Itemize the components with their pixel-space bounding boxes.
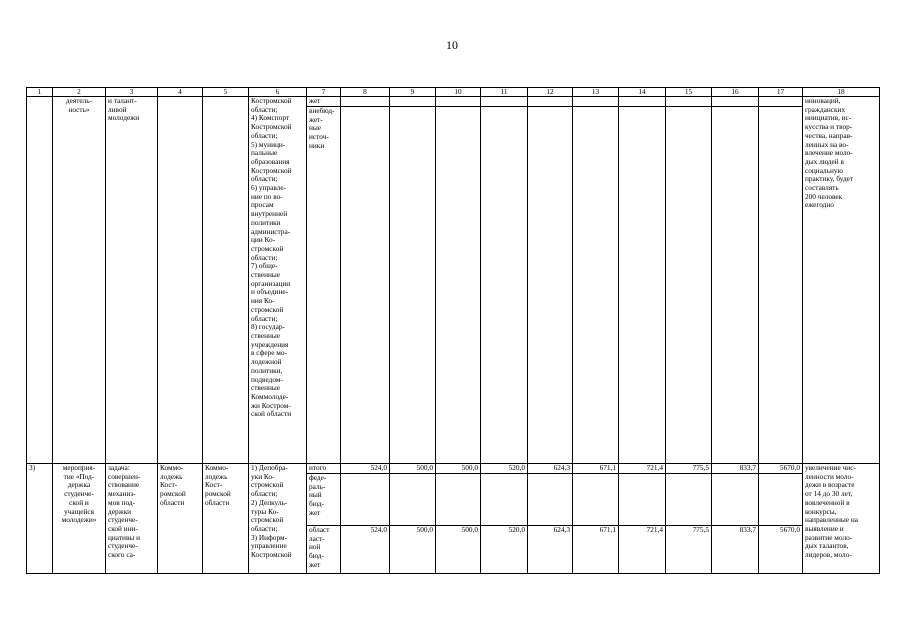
col-number: 1 xyxy=(27,88,53,97)
cell: 721,4 xyxy=(619,526,666,574)
cell: феде- раль- ный бюд- жет xyxy=(307,474,341,526)
col-number: 10 xyxy=(436,88,481,97)
cell: 833,7 xyxy=(712,464,759,474)
col-number: 13 xyxy=(573,88,619,97)
cell xyxy=(573,97,619,107)
cell: жет xyxy=(307,97,341,107)
cell xyxy=(203,97,249,464)
cell: 624,3 xyxy=(528,464,573,474)
cell xyxy=(712,107,759,464)
cell: 524,0 xyxy=(341,464,390,474)
cell xyxy=(573,474,619,526)
table-row xyxy=(27,464,880,474)
cell xyxy=(528,97,573,107)
table-row xyxy=(27,97,880,107)
col-number: 4 xyxy=(158,88,203,97)
cell xyxy=(390,107,436,464)
cell xyxy=(666,97,712,107)
cell xyxy=(341,97,390,107)
cell: 671,1 xyxy=(573,464,619,474)
cell xyxy=(436,107,481,464)
cell: задача: совершен- ствование механиз- мов под- держки студенче- ской ини- циативы и студенче- ского са- xyxy=(106,464,158,574)
col-number: 2 xyxy=(53,88,106,97)
cell xyxy=(481,474,528,526)
cell: 500,0 xyxy=(436,464,481,474)
col-number: 12 xyxy=(528,88,573,97)
cell: 500,0 xyxy=(390,526,436,574)
cell: 5670,0 xyxy=(759,526,803,574)
cell xyxy=(390,97,436,107)
cell: Коммо- лодежь Кост- ромской области xyxy=(203,464,249,574)
cell xyxy=(759,474,803,526)
cell: 500,0 xyxy=(436,526,481,574)
cell xyxy=(390,474,436,526)
cell: деятель- ность» xyxy=(53,97,106,464)
cell: 671,1 xyxy=(573,526,619,574)
col-number: 15 xyxy=(666,88,712,97)
col-number: 16 xyxy=(712,88,759,97)
cell: 775,5 xyxy=(666,464,712,474)
cell: 624,3 xyxy=(528,526,573,574)
cell xyxy=(341,107,390,464)
col-number: 9 xyxy=(390,88,436,97)
cell: 3) xyxy=(27,464,53,574)
cell xyxy=(528,474,573,526)
cell xyxy=(481,97,528,107)
cell: 833,7 xyxy=(712,526,759,574)
col-number: 11 xyxy=(481,88,528,97)
col-number: 5 xyxy=(203,88,249,97)
page-number: 10 xyxy=(446,38,458,52)
cell xyxy=(759,97,803,107)
cell xyxy=(619,107,666,464)
cell xyxy=(619,97,666,107)
cell: 721,4 xyxy=(619,464,666,474)
cell: Костромской области; 4) Комспорт Костромской области; 5) муници- пальные образования Костромской области; 6) управле- ние по во- просам внутренней политики администра- ции Ко- стромской области; 7) обще- ственные организации и объедине- ния Ко- стромской области; 8) государ- ственные учреждения в сфере мо- лодежной политики, подведом- ственные Коммолоде- жи Костром- ской области xyxy=(249,97,307,464)
cell: инноваций, гражданских инициатив, ис- кусства и твор- чества, направ- ленных на во- влечение моло- дых людей в социальную практику, будет составлять 200 человек ежегодно xyxy=(803,97,880,464)
cell xyxy=(27,97,53,464)
cell xyxy=(712,97,759,107)
cell xyxy=(481,107,528,464)
cell: Коммо- лодежь Кост- ромской области xyxy=(158,464,203,574)
cell xyxy=(666,107,712,464)
col-number: 18 xyxy=(803,88,880,97)
cell xyxy=(712,474,759,526)
cell xyxy=(573,107,619,464)
cell: увеличение чис- ленности моло- дежи в возрасте от 14 до 30 лет, вовлеченной в конкурсы, направленные на выявление и развитие моло- дых талантов, лидеров, моло- xyxy=(803,464,880,574)
cell xyxy=(759,107,803,464)
cell xyxy=(436,97,481,107)
cell: 520,0 xyxy=(481,526,528,574)
cell xyxy=(666,474,712,526)
col-number: 7 xyxy=(307,88,341,97)
cell: област ласт- ной бюд- жет xyxy=(307,526,341,574)
program-table xyxy=(26,87,880,574)
cell: 1) Депобра- уки Ко- стромской области; 2) Депкуль- туры Ко- стромской области; 3) Информ- управление Костромской xyxy=(249,464,307,574)
cell: итого xyxy=(307,464,341,474)
col-number: 17 xyxy=(759,88,803,97)
col-number: 14 xyxy=(619,88,666,97)
cell xyxy=(436,474,481,526)
cell: 524,0 xyxy=(341,526,390,574)
cell: мероприя- тие «Под- держка студенче- ской и учащейся молодежи» xyxy=(53,464,106,574)
col-number: 6 xyxy=(249,88,307,97)
cell xyxy=(528,107,573,464)
cell: и талант- ливой молодежи xyxy=(106,97,158,464)
cell xyxy=(619,474,666,526)
column-number-row xyxy=(27,88,880,97)
cell: 520,0 xyxy=(481,464,528,474)
cell: 5670,0 xyxy=(759,464,803,474)
cell xyxy=(341,474,390,526)
col-number: 3 xyxy=(106,88,158,97)
cell xyxy=(158,97,203,464)
cell: внебюд- жет- ные источ- ники xyxy=(307,107,341,464)
cell: 775,5 xyxy=(666,526,712,574)
cell: 500,0 xyxy=(390,464,436,474)
col-number: 8 xyxy=(341,88,390,97)
